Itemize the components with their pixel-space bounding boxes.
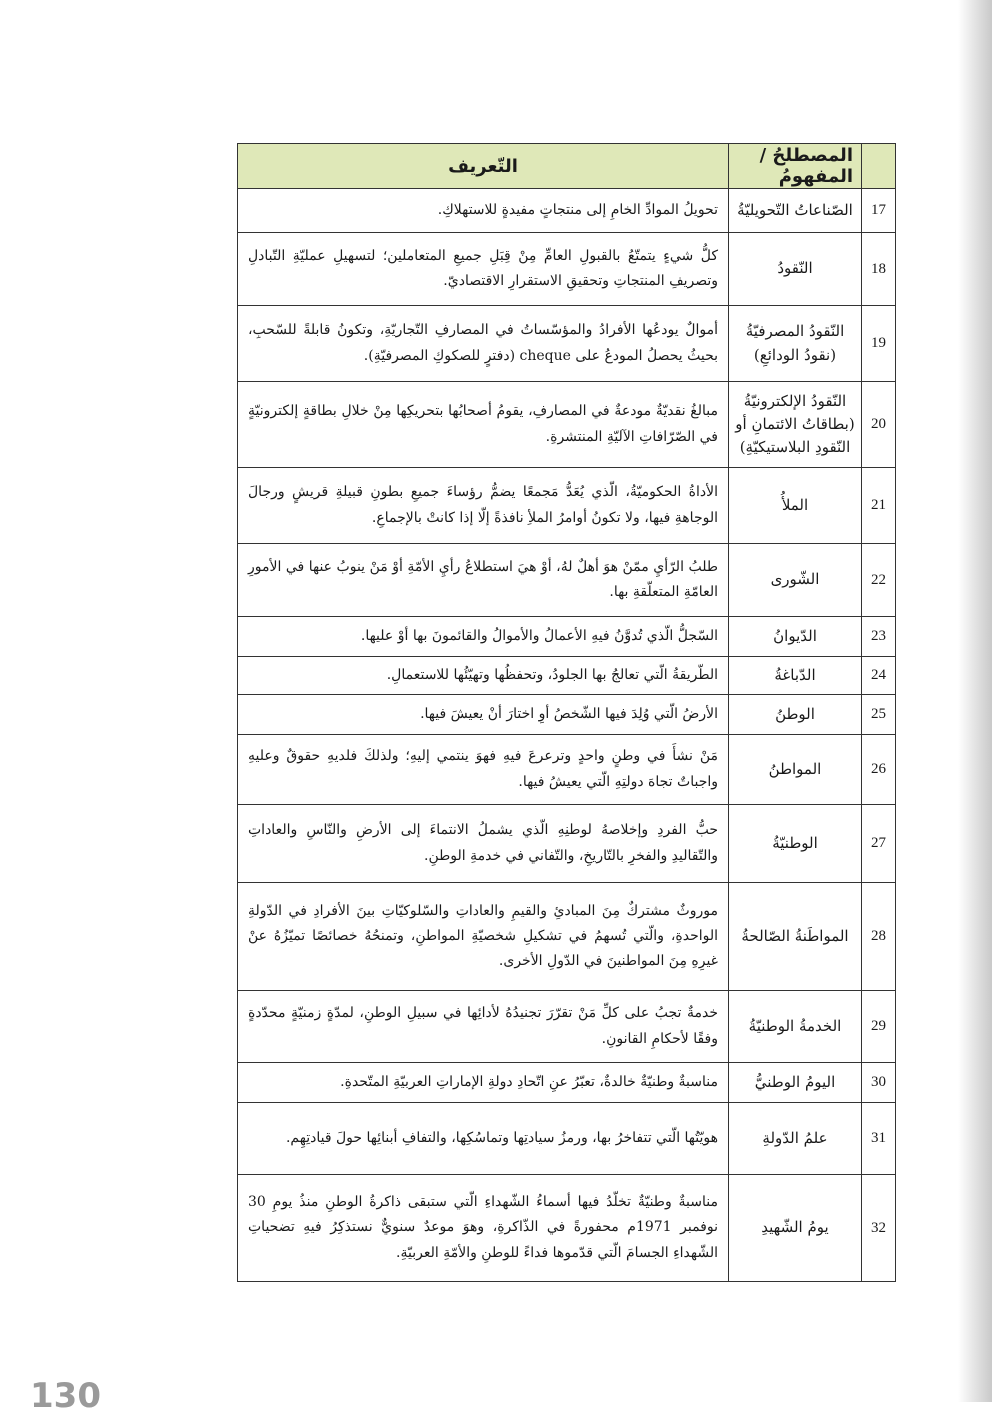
row-number: 19 [862, 306, 896, 382]
row-definition: هويّتُها الّتي تتفاخرُ بها، ورمزُ سيادتِها وتماسُكِها، والتفافِ أبنائِها حولَ قيادتِهِم. [238, 1103, 729, 1175]
table-row [238, 883, 896, 991]
header-number [862, 144, 896, 189]
row-definition: الأداةُ الحكوميّةُ، الّذي يُعَدُّ مَجمعًا يضمُّ رؤساءَ جميعِ بطونِ قبيلةِ قريشٍ ورجالَ الوجاهةِ فيها، ولا تكونُ أوامرُ الملأِ نافذةً إلّا إذا كانتْ بالإجماعِ. [238, 468, 729, 544]
scan-edge-shadow [958, 0, 992, 1402]
table-row [238, 544, 896, 617]
table-row [238, 382, 896, 468]
row-term: اليومُ الوطنيُّ [729, 1063, 862, 1103]
table-row [238, 468, 896, 544]
table-row [238, 1175, 896, 1282]
row-number: 25 [862, 695, 896, 735]
row-number: 26 [862, 735, 896, 805]
table-row [238, 695, 896, 735]
table-row [238, 1063, 896, 1103]
row-definition: الطّريقةُ الّتي تعالجُ بها الجلودُ، وتحفظُها وتهيّئُها للاستعمالِ. [238, 657, 729, 695]
row-number: 28 [862, 883, 896, 991]
row-definition: الأرضُ الّتي وُلِدَ فيها الشّخصُ أوِ اختارَ أنْ يعيشَ فيها. [238, 695, 729, 735]
row-term: الشّورى [729, 544, 862, 617]
row-term: الملأُ [729, 468, 862, 544]
row-number: 21 [862, 468, 896, 544]
glossary-table [237, 143, 896, 1282]
row-number: 22 [862, 544, 896, 617]
row-term: علمُ الدّولةِ [729, 1103, 862, 1175]
row-definition: مناسبةٌ وطنيّةٌ تخلّدُ فيها أسماءُ الشّهداءِ الّتي ستبقى ذاكرةُ الوطنِ منذُ يومِ 30 نوفمبر 1971م محفورةً في الذّاكرةِ، وهوَ موعدٌ سنويٌّ نستذكِرُ فيهِ تضحياتِ الشّهداءِ الجسامَ الّتي قدّموها فداءً للوطنِ والأمّةِ العربيّةِ. [238, 1175, 729, 1282]
row-term: الوطنيّةُ [729, 805, 862, 883]
row-definition: طلبُ الرّأيِ ممّنْ هوَ أهلٌ لهُ، أوْ هيَ استطلاعُ رأيِ الأمّةِ أوْ مَنْ ينوبُ عنها في الأمورِ العامّةِ المتعلّقةِ بها. [238, 544, 729, 617]
table-row [238, 1103, 896, 1175]
header-term: المصطلحُ / المفهومُ [729, 144, 862, 189]
row-term: النّقودُ [729, 233, 862, 306]
row-term: النّقودُ المصرفيّةُ (نقودُ الودائعِ) [729, 306, 862, 382]
table-row [238, 233, 896, 306]
row-number: 29 [862, 991, 896, 1063]
row-term: الصّناعاتُ التّحويليّةُ [729, 189, 862, 233]
row-definition: أموالٌ يودعُها الأفرادُ والمؤسّساتُ في المصارفِ التّجاريّةِ، وتكونُ قابلةً للسّحبِ، بحيثُ يحصلُ المودعُ على cheque (دفترٍ للصكوكِ المصرفيّةِ). [238, 306, 729, 382]
row-number: 27 [862, 805, 896, 883]
row-term: يومُ الشّهيدِ [729, 1175, 862, 1282]
row-term: الوطنُ [729, 695, 862, 735]
row-number: 31 [862, 1103, 896, 1175]
row-term: الدّباغةُ [729, 657, 862, 695]
row-number: 18 [862, 233, 896, 306]
row-definition: السّجلُّ الّذي تُدوَّنُ فيهِ الأعمالُ والأموالُ والقائمونَ بها أوْ عليها. [238, 617, 729, 657]
table-row [238, 617, 896, 657]
row-definition: مبالغُ نقديّةٌ مودعةٌ في المصارفِ، يقومُ أصحابُها بتحريكِها مِنْ خلالِ بطاقةٍ إلكترونيّةٍ في الصّرّافاتِ الآليّةِ المنتشرةِ. [238, 382, 729, 468]
row-definition: خدمةٌ تجبُ على كلِّ مَنْ تقرّرَ تجنيدُهُ لأدائِها في سبيلِ الوطنِ، لمدّةٍ زمنيّةٍ محدّدةٍ وفقًا لأحكامِ القانونِ. [238, 991, 729, 1063]
row-term: الدّيوانُ [729, 617, 862, 657]
row-number: 30 [862, 1063, 896, 1103]
row-number: 24 [862, 657, 896, 695]
table-header-row [238, 144, 896, 189]
table-row [238, 657, 896, 695]
header-definition: التّعريف [238, 144, 729, 189]
row-number: 17 [862, 189, 896, 233]
table-row [238, 991, 896, 1063]
row-number: 32 [862, 1175, 896, 1282]
row-definition: مَنْ نشأَ في وطنٍ واحدٍ وترعرعَ فيهِ فهوَ ينتمي إليهِ؛ ولذلكَ فلديهِ حقوقٌ وعليهِ واجباتٌ تجاهَ دولتِهِ الّتي يعيشُ فيها. [238, 735, 729, 805]
row-definition: تحويلُ الموادِّ الخامِ إلى منتجاتٍ مفيدةٍ للاستهلاكِ. [238, 189, 729, 233]
row-term: الخدمةُ الوطنيّةُ [729, 991, 862, 1063]
row-definition: كلُّ شيءٍ يتمتّعُ بالقبولِ العامِّ مِنْ قِبَلِ جميعِ المتعاملين؛ لتسهيلِ عمليّةِ التّبادلِ وتصريفِ المنتجاتِ وتحقيقِ الاستقرارِ الاقتصاديّ. [238, 233, 729, 306]
row-term: المواطَنةُ الصّالحةُ [729, 883, 862, 991]
row-number: 20 [862, 382, 896, 468]
row-term: النّقودُ الإلكترونيّةُ (بطاقاتُ الائتمانِ أو النّقودِ البلاستيكيّةِ) [729, 382, 862, 468]
table-row [238, 805, 896, 883]
row-definition: حبُّ الفردِ وإخلاصهُ لوطنِهِ الّذي يشملُ الانتماءَ إلى الأرضِ والنّاسِ والعاداتِ والتّقاليدِ والفخرِ بالتّاريخِ، والتّفاني في خدمةِ الوطنِ. [238, 805, 729, 883]
row-number: 23 [862, 617, 896, 657]
row-term: المواطنُ [729, 735, 862, 805]
table-row [238, 735, 896, 805]
table-row [238, 306, 896, 382]
page-number: 130 [30, 1376, 101, 1416]
table-row [238, 189, 896, 233]
row-definition: موروثٌ مشتركٌ مِنَ المبادئِ والقيمِ والعاداتِ والسّلوكيّاتِ بينَ الأفرادِ في الدّولةِ الواحدةِ، والّتي تُسهمُ في تشكيلِ شخصيّةِ المواطنِ، وتمنحُهُ خصائصًا تميّزُهُ عنْ غيرِهِ مِنَ المواطنينَ في الدّولِ الأخرى. [238, 883, 729, 991]
row-definition: مناسبةٌ وطنيّةٌ خالدةٌ، تعبّرُ عنِ اتّحادِ دولةِ الإماراتِ العربيّةِ المتّحدةِ. [238, 1063, 729, 1103]
